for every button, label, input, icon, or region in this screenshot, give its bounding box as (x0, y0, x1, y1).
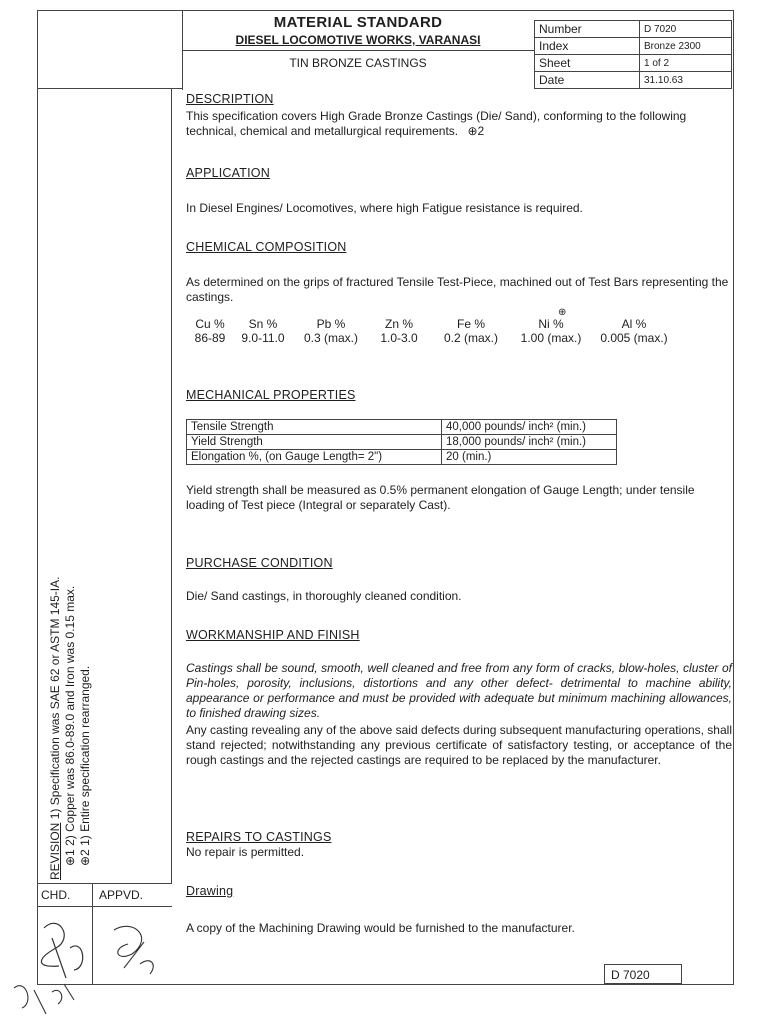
element-value: 0.005 (max.) (600, 331, 668, 345)
section-repairs (186, 830, 732, 860)
element-value: 0.3 (max.) (303, 331, 358, 345)
section-chemical (186, 240, 732, 345)
handwritten-signature (4, 908, 179, 1024)
meta-value: 31.10.63 (640, 72, 732, 89)
section-workmanship (186, 628, 732, 768)
checked-label: CHD. (41, 888, 71, 902)
section-text: In Diesel Engines/ Locomotives, where high Fatigue resistance is required. (186, 201, 583, 215)
revision-mark: ⊕ (558, 307, 567, 318)
revision-notes (48, 540, 93, 880)
revision-line (63, 540, 78, 880)
element-value: 0.2 (max.) (443, 331, 498, 345)
organization-name: DIESEL LOCOMOTIVE WORKS, VARANASI (235, 33, 481, 47)
meta-value: Bronze 2300 (640, 38, 732, 55)
section-drawing (186, 884, 732, 936)
element-name: Sn % (248, 317, 278, 331)
meta-row (535, 72, 732, 89)
footer-document-code: D 7020 (604, 964, 682, 984)
table-row (187, 450, 617, 465)
revision-mark: ⊕2 (78, 849, 92, 866)
section-heading: DESCRIPTION (186, 92, 274, 106)
property-name: Elongation %, (on Gauge Length= 2") (187, 450, 442, 465)
document-meta-table (534, 20, 732, 89)
revision-line (78, 540, 93, 880)
mechanical-properties-table (186, 419, 617, 465)
section-heading: CHEMICAL COMPOSITION (186, 240, 347, 254)
revision-mark: ⊕2 (467, 124, 485, 138)
element-value: 9.0-11.0 (241, 331, 285, 345)
section-application (186, 166, 732, 216)
section-text: As determined on the grips of fractured Tensile Test-Piece, machined out of Test Bars representing the castings. (186, 275, 729, 304)
element-name: Fe % (456, 317, 485, 331)
element-name: Al % (621, 317, 647, 331)
section-heading: Drawing (186, 884, 234, 898)
workmanship-text-1: Castings shall be sound, smooth, well cleaned and free from any form of cracks, blow-holes, cluster of Pin-holes, porosity, inclusions, distortions and any other defect- detrimental to machine ability, appearance or performance and must be provided with adequate but minimum machining allowances, to finished drawing sizes. (186, 661, 732, 720)
section-text: Die/ Sand castings, in thoroughly cleaned condition. (186, 589, 462, 603)
meta-row (535, 21, 732, 38)
table-row (187, 435, 617, 450)
approved-label: APPVD. (99, 888, 144, 902)
element-name: Pb % (316, 317, 346, 331)
section-text (186, 109, 732, 139)
description-text: This specification covers High Grade Bronze Castings (Die/ Sand), conforming to the following technical, chemical and metallurgical requirements. (186, 109, 687, 138)
element-value: 1.0-3.0 (380, 331, 418, 345)
workmanship-text-2: Any casting revealing any of the above said defects during subsequent manufacturing operations, shall stand rejected; notwithstanding any previous certificate of satisfactory testing, or acceptance of the rough castings and the rejected castings are required to be replaced by the manufacturer. (186, 723, 732, 767)
revision-text: 1) Specification was SAE 62 or ASTM 145-IA. (48, 576, 62, 820)
element-name: Zn % (384, 317, 413, 331)
chemical-composition-grid (192, 317, 732, 345)
meta-label: Sheet (535, 55, 640, 72)
element-name: Ni % (538, 317, 564, 331)
revision-label: REVISION (48, 822, 62, 880)
section-mechanical (186, 388, 732, 513)
section-heading: MECHANICAL PROPERTIES (186, 388, 356, 402)
spec-title: TIN BRONZE CASTINGS (289, 56, 427, 70)
mechanical-note: Yield strength shall be measured as 0.5% permanent elongation of Gauge Length; under tensile loading of Test piece (Integral or separately Cast). (186, 483, 695, 512)
element-value: 86-89 (194, 331, 226, 345)
meta-value: D 7020 (640, 21, 732, 38)
meta-value: 1 of 2 (640, 55, 732, 72)
section-heading: WORKMANSHIP AND FINISH (186, 628, 360, 642)
section-text: No repair is permitted. (186, 845, 305, 859)
section-description (186, 92, 732, 139)
section-purchase (186, 556, 732, 604)
revision-line (48, 540, 63, 880)
section-heading: PURCHASE CONDITION (186, 556, 333, 570)
meta-row (535, 38, 732, 55)
property-value: 18,000 pounds/ inch² (min.) (442, 435, 617, 450)
table-row (187, 420, 617, 435)
revision-mark: ⊕1 (63, 849, 77, 866)
revision-text: 2) Copper was 86.0-89.0 and Iron was 0.15 max. (63, 585, 77, 846)
title-block (182, 12, 534, 70)
property-name: Tensile Strength (187, 420, 442, 435)
element-value: 1.00 (max.) (520, 331, 582, 345)
section-heading: APPLICATION (186, 166, 270, 180)
element-name: Cu % (195, 317, 225, 331)
property-value: 20 (min.) (442, 450, 617, 465)
meta-row (535, 55, 732, 72)
document-title: MATERIAL STANDARD (273, 14, 443, 31)
property-value: 40,000 pounds/ inch² (min.) (442, 420, 617, 435)
meta-label: Date (535, 72, 640, 89)
meta-label: Number (535, 21, 640, 38)
section-heading: REPAIRS TO CASTINGS (186, 830, 332, 844)
property-name: Yield Strength (187, 435, 442, 450)
signoff-row (37, 883, 172, 907)
revision-text: 1) Entire specification rearranged. (78, 665, 92, 846)
section-text: A copy of the Machining Drawing would be furnished to the manufacturer. (186, 921, 575, 935)
meta-label: Index (535, 38, 640, 55)
